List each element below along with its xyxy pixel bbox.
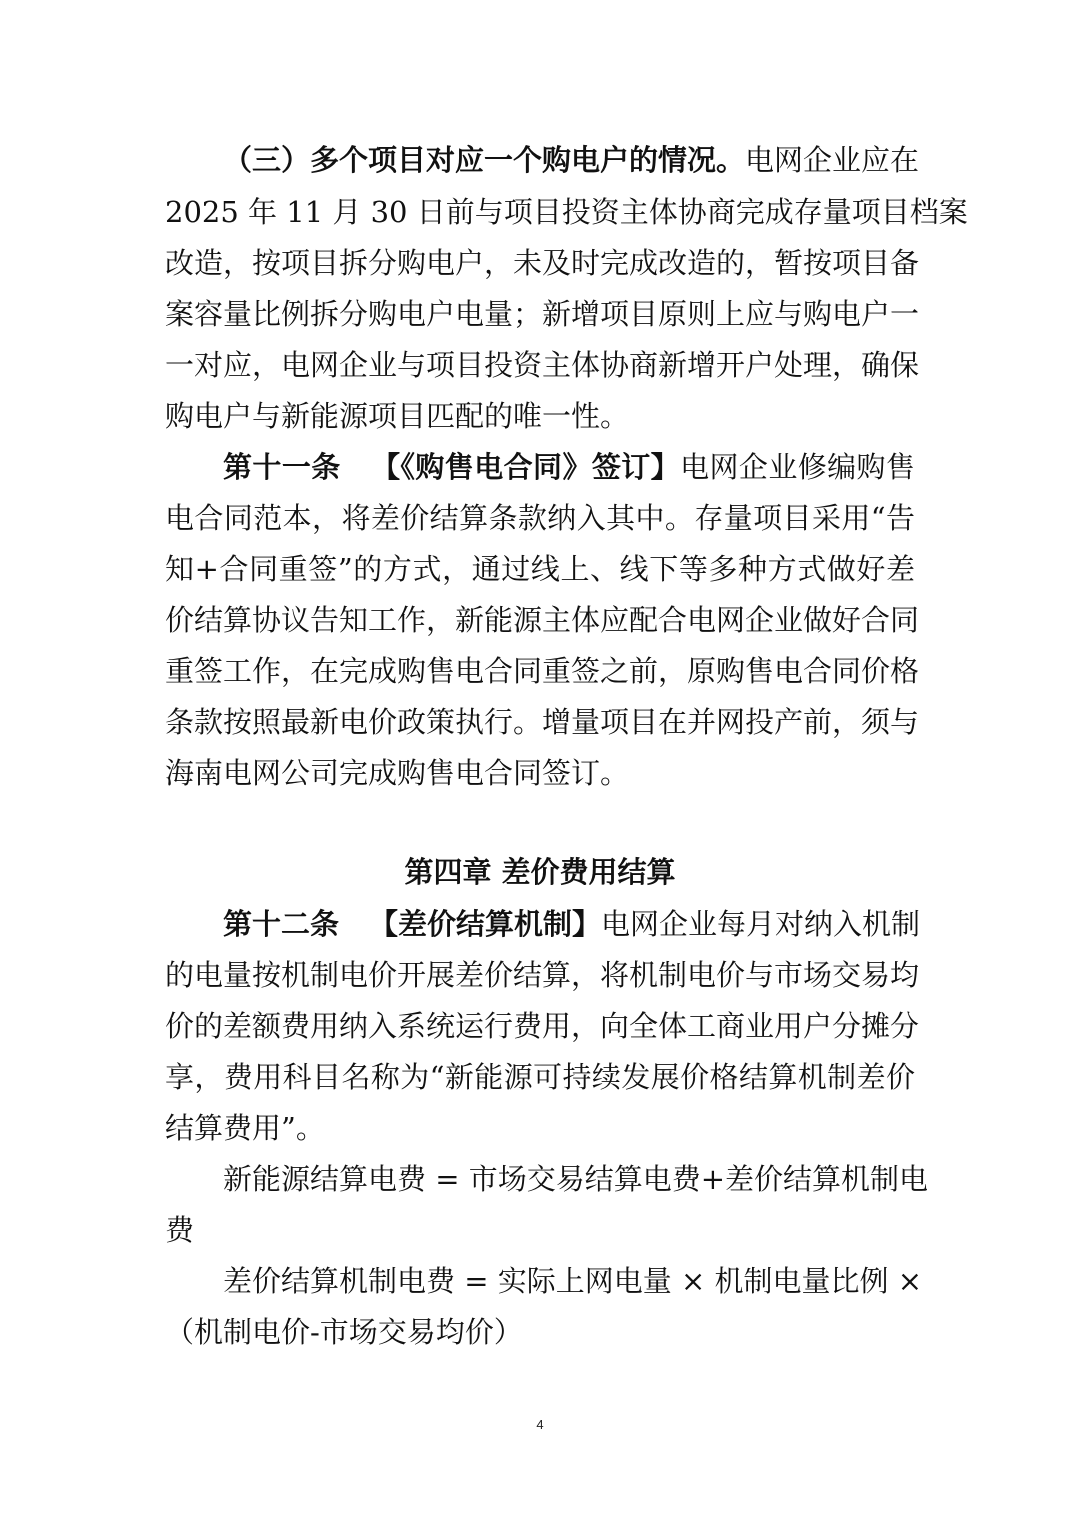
article-12-line-4: 享，费用科目名称为“新能源可持续发展价格结算机制差价 xyxy=(165,1060,915,1094)
formula-2-line-1: 差价结算机制电费 = 实际上网电量 × 机制电量比例 × xyxy=(223,1264,922,1298)
formula-2-line-2: （机制电价-市场交易均价） xyxy=(165,1315,523,1349)
article-12-number: 第十二条 xyxy=(223,907,340,941)
section-three-text: 电网企业应在 xyxy=(745,143,920,177)
article-11-line-7: 海南电网公司完成购售电合同签订。 xyxy=(165,756,630,790)
article-11-number: 第十一条 xyxy=(223,450,341,484)
section-three-line-6: 购电户与新能源项目匹配的唯一性。 xyxy=(165,399,630,433)
article-11-line-4: 价结算协议告知工作，新能源主体应配合电网企业做好合同 xyxy=(165,603,920,637)
article-12-text: 电网企业每月对纳入机制 xyxy=(601,907,921,941)
formula-1-line-2: 费 xyxy=(165,1213,195,1247)
article-11-line-5: 重签工作，在完成购售电合同重签之前，原购售电合同价格 xyxy=(165,654,920,688)
section-three-line-2: 2025 年 11 月 30 日前与项目投资主体协商完成存量项目档案 xyxy=(165,195,968,229)
article-11-line-6: 条款按照最新电价政策执行。增量项目在并网投产前，须与 xyxy=(165,705,920,739)
section-three-line-4: 案容量比例拆分购电户电量；新增项目原则上应与购电户一 xyxy=(165,297,920,331)
article-11-line-2: 电合同范本，将差价结算条款纳入其中。存量项目采用“告 xyxy=(165,501,915,535)
page-number: 4 xyxy=(536,1417,544,1432)
formula-1-line-1: 新能源结算电费 = 市场交易结算电费+差价结算机制电 xyxy=(223,1162,929,1196)
article-11-line-3: 知+合同重签”的方式，通过线上、线下等多种方式做好差 xyxy=(165,552,915,586)
article-12-line-2: 的电量按机制电价开展差价结算，将机制电价与市场交易均 xyxy=(165,958,920,992)
article-12-line-5: 结算费用”。 xyxy=(165,1111,325,1145)
section-three-line-5: 一对应，电网企业与项目投资主体协商新增开户处理，确保 xyxy=(165,348,920,382)
chapter-4-title: 第四章 差价费用结算 xyxy=(404,855,676,889)
article-12-line-1 xyxy=(223,898,921,950)
article-12-line-3: 价的差额费用纳入系统运行费用，向全体工商业用户分摊分 xyxy=(165,1009,920,1043)
section-three-heading: （三）多个项目对应一个购电户的情况。 xyxy=(223,143,746,177)
article-11-text: 电网企业修编购售 xyxy=(680,450,915,484)
section-three-line-3: 改造，按项目拆分购电户，未及时完成改造的，暂按项目备 xyxy=(165,246,920,280)
article-12-title: 【差价结算机制】 xyxy=(369,907,602,941)
article-11-line-1 xyxy=(223,441,915,493)
section-three-line-1 xyxy=(223,134,920,186)
article-11-title: 【《购售电合同》签订】 xyxy=(370,450,681,484)
